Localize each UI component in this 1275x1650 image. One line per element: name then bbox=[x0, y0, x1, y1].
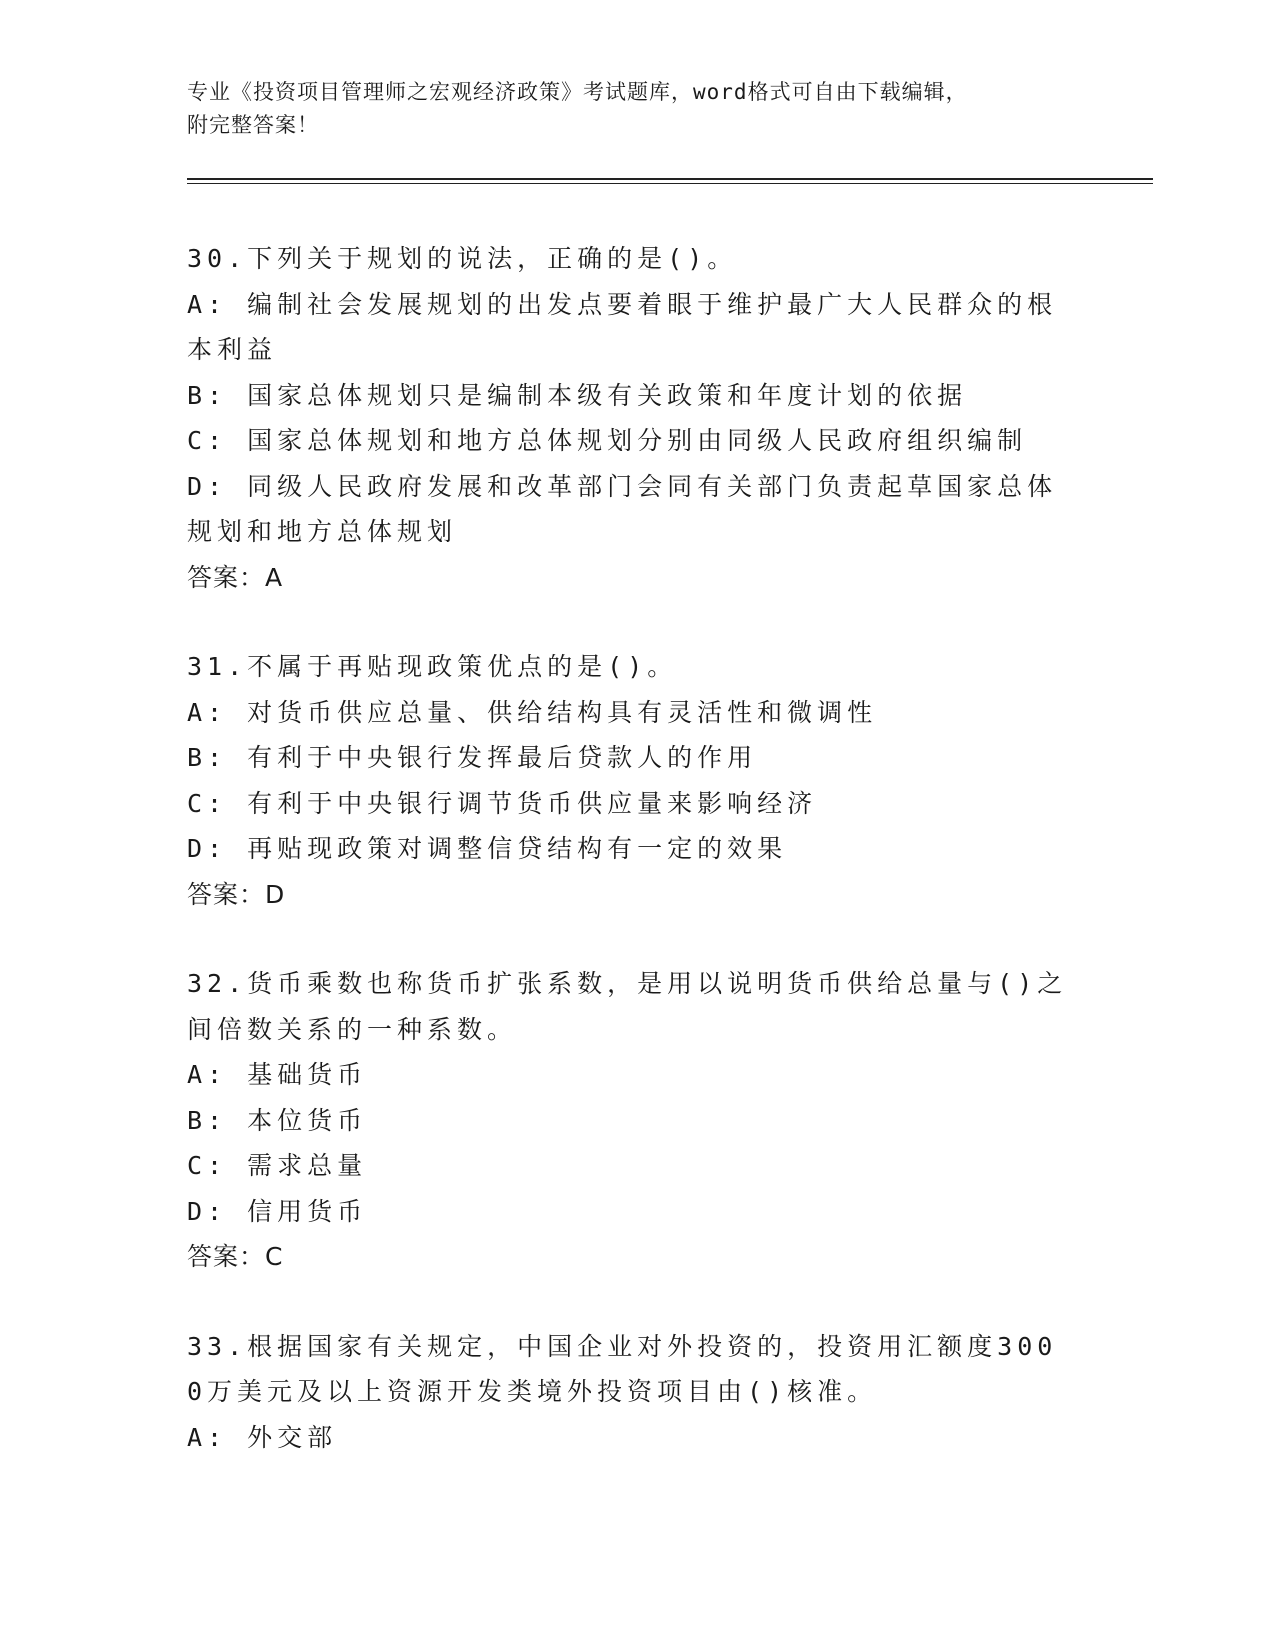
question-30 bbox=[187, 236, 1077, 600]
option-a: A: 对货币供应总量、供给结构具有灵活性和微调性 bbox=[187, 697, 878, 727]
question-stem: 32.货币乘数也称货币扩张系数，是用以说明货币供给总量与()之间倍数关系的一种系数。 bbox=[187, 969, 1068, 1044]
option-d: D: 同级人民政府发展和改革部门会同有关部门负责起草国家总体规划和地方总体规划 bbox=[187, 471, 1058, 546]
option-d: D: 再贴现政策对调整信贷结构有一定的效果 bbox=[187, 834, 788, 863]
document-header bbox=[187, 76, 1087, 142]
option-b: B: 本位货币 bbox=[187, 1105, 368, 1135]
header-divider-thick bbox=[187, 178, 1153, 180]
question-stem: 30.下列关于规划的说法，正确的是()。 bbox=[187, 244, 738, 273]
option-b: B: 国家总体规划只是编制本级有关政策和年度计划的依据 bbox=[187, 380, 968, 410]
question-list bbox=[187, 236, 1077, 1504]
option-a: A: 基础货币 bbox=[187, 1060, 368, 1089]
option-b: B: 有利于中央银行发挥最后贷款人的作用 bbox=[187, 743, 758, 772]
header-line-2: 附完整答案！ bbox=[187, 113, 319, 137]
option-d: D: 信用货币 bbox=[187, 1196, 368, 1226]
question-stem: 31.不属于再贴现政策优点的是()。 bbox=[187, 652, 678, 681]
option-c: C: 国家总体规划和地方总体规划分别由同级人民政府组织编制 bbox=[187, 426, 1028, 455]
question-31 bbox=[187, 644, 1077, 917]
header-line-1: 专业《投资项目管理师之宏观经济政策》考试题库，word格式可自由下载编辑， bbox=[187, 80, 968, 104]
header-divider-thin bbox=[187, 183, 1153, 184]
option-a: A: 编制社会发展规划的出发点要着眼于维护最广大人民群众的根本利益 bbox=[187, 289, 1058, 364]
question-33 bbox=[187, 1324, 1077, 1461]
question-32 bbox=[187, 961, 1077, 1280]
question-stem: 33.根据国家有关规定，中国企业对外投资的，投资用汇额度3000万美元及以上资源开发类境外投资项目由()核准。 bbox=[187, 1331, 1058, 1406]
option-c: C: 有利于中央银行调节货币供应量来影响经济 bbox=[187, 788, 818, 818]
answer-line: 答案：D bbox=[187, 879, 286, 909]
option-a: A: 外交部 bbox=[187, 1422, 338, 1452]
answer-line: 答案：A bbox=[187, 562, 284, 592]
answer-line: 答案：C bbox=[187, 1242, 284, 1271]
option-c: C: 需求总量 bbox=[187, 1151, 368, 1180]
